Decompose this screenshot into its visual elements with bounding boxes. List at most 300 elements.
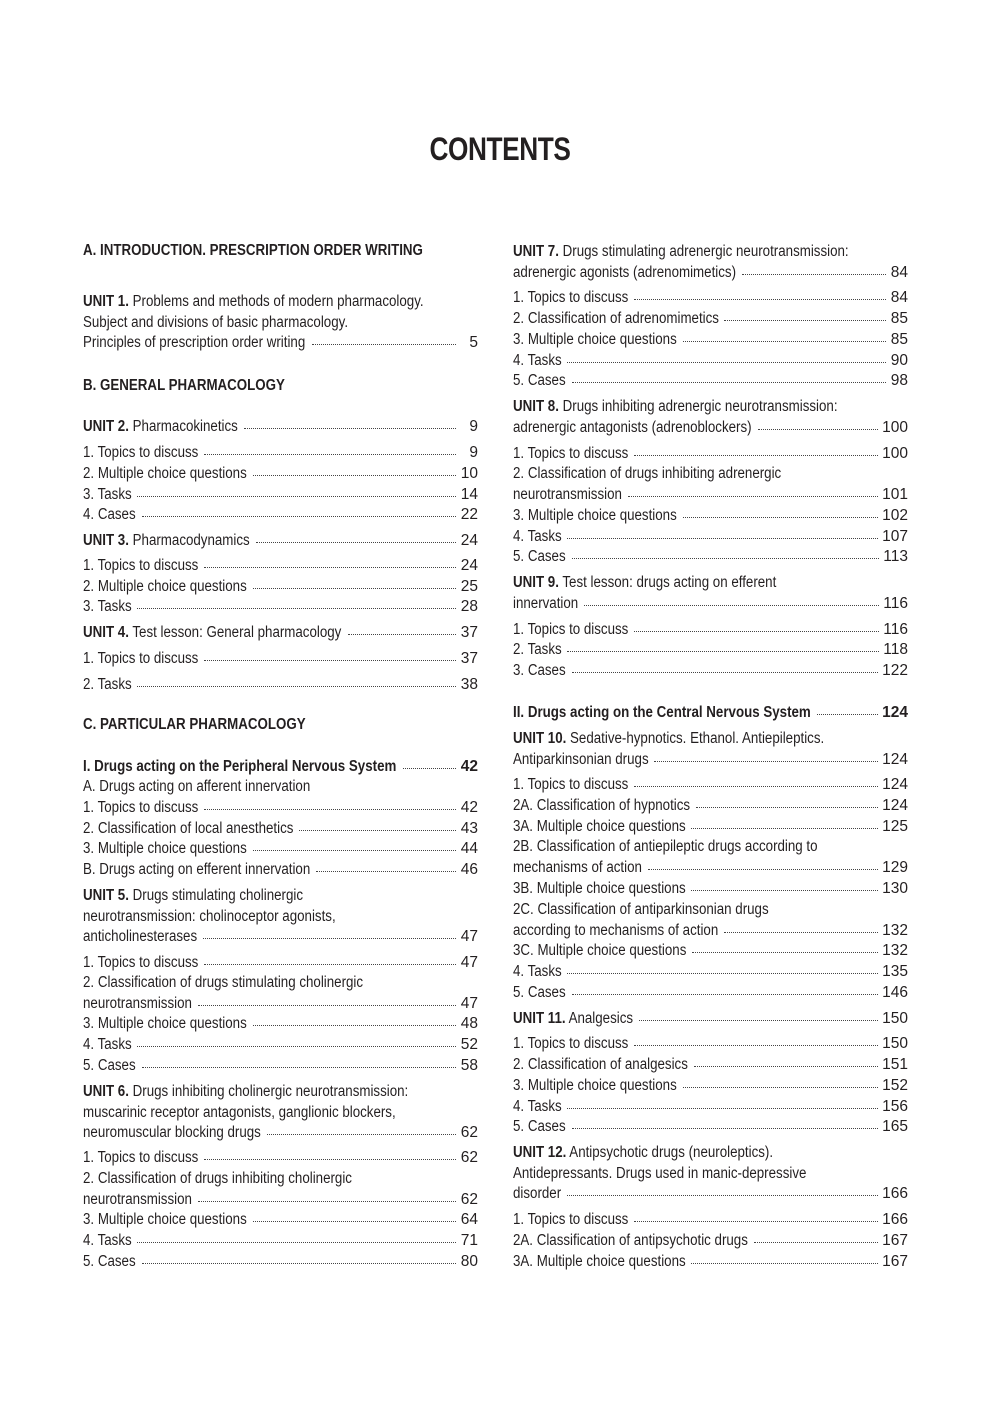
unit-label: UNIT 8. [513, 398, 559, 415]
dot-leader [253, 1210, 456, 1224]
toc-line [83, 313, 478, 333]
dot-leader [299, 819, 456, 833]
toc-entry[interactable] [83, 1035, 478, 1055]
unit-label: UNIT 1. [83, 293, 129, 310]
toc-entry-title: B. Drugs acting on efferent innervation [83, 861, 311, 878]
toc-entry[interactable] [513, 817, 908, 837]
page-number: 37 [460, 650, 478, 667]
toc-entry-title: 4. Tasks [513, 352, 562, 369]
toc-entry-title: 3A. Multiple choice questions [513, 818, 686, 835]
page-number: 25 [460, 578, 478, 595]
toc-entry[interactable] [513, 309, 908, 329]
page-number: 113 [883, 548, 908, 565]
page-number: 38 [460, 676, 478, 693]
page-number: 52 [460, 1036, 478, 1053]
toc-entry[interactable] [83, 597, 478, 617]
toc-entry-title: 5. Cases [513, 984, 566, 1001]
unit-label: UNIT 12. [513, 1144, 567, 1161]
toc-entry-title: 2. Classification of analgesics [513, 1056, 688, 1073]
page-number: 107 [882, 528, 908, 545]
dot-leader [683, 330, 886, 344]
toc-line-text [83, 623, 341, 643]
page-number: 150 [882, 1035, 908, 1052]
toc-title-text: Antidepressants. Drugs used in manic-depressive [513, 1164, 807, 1182]
toc-entry[interactable] [513, 330, 908, 350]
toc-entry[interactable] [83, 577, 478, 597]
toc-entry[interactable] [83, 819, 478, 839]
dot-leader [634, 620, 879, 634]
unit-label: UNIT 2. [83, 418, 129, 435]
toc-entry[interactable] [83, 953, 478, 973]
dot-leader [572, 661, 878, 675]
toc-line-text [83, 1169, 352, 1189]
unit-label: UNIT 11. [513, 1010, 566, 1027]
toc-entry-title: II. Drugs acting on the Central Nervous System [513, 704, 811, 721]
dot-leader [648, 858, 878, 872]
page-number: 146 [882, 984, 908, 1001]
toc-entry[interactable] [513, 941, 908, 961]
toc-entry[interactable] [513, 1076, 908, 1096]
page-number: 90 [890, 352, 908, 369]
toc-entry-title: 1. Topics to discuss [513, 621, 629, 638]
toc-entry-title: 4. Tasks [513, 528, 562, 545]
toc-title-text: muscarinic receptor antagonists, ganglionic blockers, [83, 1103, 396, 1121]
dot-leader [683, 506, 878, 520]
page-number: 47 [460, 928, 478, 946]
page-number: 71 [460, 1232, 478, 1249]
toc-part-entry[interactable] [83, 757, 478, 777]
toc-entry[interactable] [513, 879, 908, 899]
toc-line-text [513, 729, 824, 749]
toc-title-text: adrenergic agonists (adrenomimetics) [513, 263, 737, 281]
toc-title-text: neurotransmission: cholinoceptor agonists, [83, 907, 336, 925]
toc-line-text [83, 907, 336, 927]
dot-leader [754, 1231, 878, 1245]
toc-line [513, 263, 908, 283]
dot-leader [204, 953, 456, 967]
toc-entry[interactable] [513, 775, 908, 795]
dot-leader [691, 1252, 878, 1266]
section-heading [83, 715, 478, 735]
toc-title-text: according to mechanisms of action [513, 921, 719, 939]
toc-line [513, 242, 908, 262]
toc-entry[interactable] [83, 1252, 478, 1272]
page-number: 124 [882, 797, 908, 814]
unit-label: UNIT 7. [513, 243, 559, 260]
dot-leader [634, 444, 878, 458]
toc-entry[interactable] [513, 547, 908, 567]
toc-entry-title: 5. Cases [513, 372, 566, 389]
toc-entry[interactable] [513, 288, 908, 308]
dot-leader [683, 1076, 878, 1090]
toc-line [513, 921, 908, 941]
toc-title-text: Pharmacokinetics [132, 418, 238, 435]
toc-title-text: 2B. Classification of antiepileptic drugs according to [513, 838, 818, 855]
page-number: 62 [460, 1190, 478, 1208]
toc-line-text [83, 1103, 396, 1123]
toc-line [513, 485, 908, 505]
page-number: 9 [469, 444, 478, 461]
toc-title-text: neurotransmission [83, 1190, 192, 1208]
toc-entry-title: 2. Classification of adrenomimetics [513, 310, 719, 327]
toc-entry-title: 2. Tasks [513, 641, 562, 658]
toc-line-text [513, 900, 769, 920]
toc-title-text: Antiparkinsonian drugs [513, 750, 649, 768]
page-number: 124 [882, 704, 908, 721]
dot-leader [204, 1148, 456, 1162]
dot-leader [348, 623, 456, 637]
dot-leader [253, 839, 456, 853]
toc-entry[interactable] [83, 1210, 478, 1230]
toc-entry[interactable] [83, 675, 478, 695]
toc-entry-title: 1. Topics to discuss [513, 445, 629, 462]
toc-line [83, 1123, 478, 1143]
dot-leader [256, 531, 456, 545]
unit-label: UNIT 6. [83, 1083, 129, 1100]
dot-leader [567, 527, 878, 541]
page-number: 132 [882, 942, 908, 959]
toc-line [83, 994, 478, 1014]
page-number: 152 [882, 1077, 908, 1094]
page-number: 125 [882, 818, 908, 835]
toc-entry[interactable] [513, 1117, 908, 1137]
toc-entry-title: 4. Tasks [83, 1036, 132, 1053]
toc-entry[interactable] [513, 371, 908, 391]
page-number: 58 [460, 1057, 478, 1074]
toc-entry[interactable] [513, 1252, 908, 1272]
dot-leader [137, 1231, 456, 1245]
page-number: 167 [882, 1232, 908, 1249]
dot-leader [584, 594, 879, 608]
toc-line-text [513, 418, 752, 438]
toc-entry-title: 1. Topics to discuss [83, 1149, 199, 1166]
toc-entry[interactable] [513, 796, 908, 816]
page-number: 42 [460, 799, 478, 816]
dot-leader [691, 817, 878, 831]
section-heading [83, 241, 478, 261]
toc-title-text: 2. Classification of drugs inhibiting cholinergic [83, 1170, 352, 1187]
dot-leader [316, 860, 456, 874]
toc-subheading [83, 777, 478, 797]
toc-entry[interactable] [83, 464, 478, 484]
toc-entry-title: 3. Tasks [83, 598, 132, 615]
page-number: 47 [460, 954, 478, 971]
page-number: 101 [882, 485, 908, 503]
page-number: 44 [460, 840, 478, 857]
page-number: 135 [882, 963, 908, 980]
toc-entry-title: 4. Tasks [83, 1232, 132, 1249]
toc-entry[interactable] [83, 798, 478, 818]
page-number: 116 [883, 594, 908, 612]
dot-leader [634, 1210, 878, 1224]
toc-entry[interactable] [513, 1210, 908, 1230]
page-number: 85 [890, 331, 908, 348]
toc-entry[interactable] [83, 556, 478, 576]
dot-leader [742, 263, 886, 277]
toc-line [83, 1082, 478, 1102]
toc-line [513, 729, 908, 749]
dot-leader [572, 1117, 878, 1131]
toc-entry-title: 3. Multiple choice questions [83, 840, 247, 857]
page-number: 165 [882, 1118, 908, 1135]
toc-line-text [83, 1123, 261, 1143]
toc-line-text [513, 573, 776, 593]
page-number: 122 [882, 662, 908, 679]
toc-entry-title: 3A. Multiple choice questions [513, 1253, 686, 1270]
page-number: 24 [460, 557, 478, 574]
toc-entry-title: 3. Multiple choice questions [83, 1211, 247, 1228]
toc-line-text [83, 973, 363, 993]
toc-entry[interactable] [83, 485, 478, 505]
page-number: 130 [882, 880, 908, 897]
toc-line [513, 418, 908, 438]
toc-title-text: mechanisms of action [513, 858, 642, 876]
dot-leader [634, 775, 878, 789]
dot-leader [572, 547, 880, 561]
dot-leader [312, 333, 456, 347]
dot-leader [137, 675, 456, 689]
toc-line-text [83, 333, 305, 353]
toc-line-text [513, 858, 642, 878]
toc-line-text [513, 464, 781, 484]
toc-title-text: Drugs inhibiting cholinergic neurotransmission: [132, 1083, 409, 1100]
toc-line-text [83, 313, 348, 333]
toc-entry[interactable] [513, 351, 908, 371]
page-number: 28 [460, 598, 478, 615]
page-number: 47 [460, 994, 478, 1012]
dot-leader [634, 288, 886, 302]
toc-line-text [513, 485, 622, 505]
toc-entry-title: 2. Multiple choice questions [83, 578, 247, 595]
unit-label: UNIT 9. [513, 574, 559, 591]
toc-title-text: Analgesics [568, 1010, 634, 1027]
toc-title-text: innervation [513, 594, 579, 612]
page-number: 118 [883, 641, 908, 658]
toc-entry-title: 1. Topics to discuss [513, 1211, 629, 1228]
toc-entry[interactable] [83, 505, 478, 525]
page-number: 150 [882, 1010, 908, 1027]
toc-entry[interactable] [83, 1056, 478, 1076]
toc-entry-title: 4. Tasks [513, 1098, 562, 1115]
toc-line-text [513, 1009, 633, 1029]
toc-entry-title: 1. Topics to discuss [83, 954, 199, 971]
toc-line [83, 1169, 478, 1189]
toc-entry-title: 2A. Classification of antipsychotic drugs [513, 1232, 748, 1249]
toc-line-text [513, 397, 838, 417]
toc-entry-title: 3. Multiple choice questions [83, 1015, 247, 1032]
dot-leader [137, 597, 456, 611]
toc-title-text: 2. Classification of drugs stimulating cholinergic [83, 974, 364, 991]
page-number: 98 [890, 372, 908, 389]
dot-leader [137, 485, 456, 499]
toc-entry[interactable] [513, 444, 908, 464]
toc-entry[interactable] [83, 1148, 478, 1168]
toc-title-text: Drugs stimulating cholinergic [132, 887, 304, 904]
dot-leader [137, 1035, 456, 1049]
toc-entry[interactable] [83, 839, 478, 859]
page-number: 116 [883, 621, 908, 638]
page-number: 14 [460, 486, 478, 503]
page-number: 151 [882, 1056, 908, 1073]
toc-line [513, 397, 908, 417]
toc-line-text [83, 417, 238, 437]
toc-line-text [83, 927, 197, 947]
toc-title-text: Subject and divisions of basic pharmacology. [83, 313, 349, 331]
toc-title-text: 2C. Classification of antiparkinsonian drugs [513, 901, 769, 918]
toc-entry-title: 2. Classification of local anesthetics [83, 820, 294, 837]
dot-leader [204, 556, 456, 570]
toc-title-text: anticholinesterases [83, 928, 198, 946]
dot-leader [253, 1014, 456, 1028]
toc-line-text [513, 242, 849, 262]
toc-entry-title: 5. Cases [83, 1253, 136, 1270]
toc-entry[interactable] [513, 620, 908, 640]
toc-entry-title: 3C. Multiple choice questions [513, 942, 687, 959]
toc-line [83, 927, 478, 947]
page-number: 5 [469, 334, 478, 352]
page-title: CONTENTS [429, 131, 571, 167]
dot-leader [634, 1034, 878, 1048]
toc-title-text: neuromuscular blocking drugs [83, 1124, 261, 1142]
page-number: 42 [460, 758, 478, 775]
toc-line-text [513, 263, 736, 283]
toc-entry[interactable] [83, 860, 478, 880]
page-number: 46 [460, 861, 478, 878]
dot-leader [204, 443, 456, 457]
unit-label: UNIT 10. [513, 730, 567, 747]
dot-leader [572, 983, 878, 997]
toc-title-text: Problems and methods of modern pharmacology. [132, 293, 424, 310]
toc-line-text [513, 1164, 806, 1184]
section-heading-text: B. GENERAL PHARMACOLOGY [83, 377, 285, 394]
dot-leader [696, 796, 878, 810]
toc-entry[interactable] [513, 661, 908, 681]
toc-title-text: Drugs stimulating adrenergic neurotransmission: [562, 243, 849, 260]
page-number: 48 [460, 1015, 478, 1032]
toc-entry-title: 1. Topics to discuss [513, 1035, 629, 1052]
toc-entry-title: 5. Cases [513, 548, 566, 565]
toc-title-text: Pharmacodynamics [132, 532, 250, 549]
page-number: 84 [890, 289, 908, 306]
toc-entry[interactable] [513, 962, 908, 982]
page-number: 85 [890, 310, 908, 327]
toc-line-text [513, 837, 818, 857]
toc-entry-title: 3. Tasks [83, 486, 132, 503]
toc-entry-title: 2. Tasks [83, 676, 132, 693]
toc-entry-title: 3. Multiple choice questions [513, 507, 677, 524]
dot-leader [724, 309, 886, 323]
page-number: 100 [882, 445, 908, 462]
toc-line [83, 1190, 478, 1210]
toc-line [513, 750, 908, 770]
toc-line [83, 886, 478, 906]
dot-leader [142, 1056, 456, 1070]
toc-entry-title: I. Drugs acting on the Peripheral Nervous System [83, 758, 397, 775]
section-heading-text: A. INTRODUCTION. PRESCRIPTION ORDER WRITING [83, 242, 423, 259]
toc-title-text: Test lesson: General pharmacology [132, 624, 342, 641]
toc-entry-title: 2A. Classification of hypnotics [513, 797, 691, 814]
toc-line-text [513, 921, 718, 941]
page-number: 80 [460, 1253, 478, 1270]
toc-title-text: adrenergic antagonists (adrenoblockers) [513, 418, 752, 436]
toc-title-text: neurotransmission [513, 485, 622, 503]
toc-entry-title: 1. Topics to discuss [83, 650, 199, 667]
dot-leader [142, 1252, 456, 1266]
dot-leader [639, 1009, 878, 1023]
toc-entry[interactable] [513, 1231, 908, 1251]
page-number: 10 [460, 465, 478, 482]
section-heading [83, 376, 478, 396]
toc-line-text [513, 1184, 561, 1204]
dot-leader [253, 464, 456, 478]
dot-leader [692, 941, 878, 955]
toc-line [513, 1164, 908, 1184]
toc-entry[interactable] [513, 1034, 908, 1054]
toc-entry-title: 1. Topics to discuss [83, 799, 199, 816]
dot-leader [724, 921, 878, 935]
page-number: 37 [460, 624, 478, 641]
toc-title-text: disorder [513, 1185, 562, 1203]
page-number: 132 [882, 921, 908, 939]
dot-leader [142, 505, 456, 519]
toc-entry-title: 3B. Multiple choice questions [513, 880, 686, 897]
page-number: 129 [882, 858, 908, 876]
dot-leader [244, 417, 456, 431]
toc-line-text [83, 994, 192, 1014]
toc-entry[interactable] [513, 640, 908, 660]
toc-part-entry[interactable] [513, 703, 908, 723]
toc-line [83, 417, 478, 437]
toc-line [513, 1143, 908, 1163]
toc-line [83, 292, 478, 312]
toc-entry-title: 3. Multiple choice questions [513, 1077, 677, 1094]
dot-leader [572, 371, 886, 385]
section-heading-text: C. PARTICULAR PHARMACOLOGY [83, 716, 306, 733]
toc-entry[interactable] [513, 983, 908, 1003]
toc-entry-title: 2. Multiple choice questions [83, 465, 247, 482]
toc-line [83, 333, 478, 353]
dot-leader [267, 1123, 456, 1137]
page-number: 100 [882, 418, 908, 436]
toc-entry[interactable] [513, 527, 908, 547]
dot-leader [628, 485, 879, 499]
dot-leader [567, 351, 886, 365]
toc-line-text [83, 531, 250, 551]
toc-line [83, 623, 478, 643]
dot-leader [694, 1055, 878, 1069]
toc-entry[interactable] [83, 1014, 478, 1034]
toc-subheading-text: A. Drugs acting on afferent innervation [83, 778, 311, 795]
page-number: 124 [882, 750, 908, 768]
toc-title-text: Test lesson: drugs acting on efferent [562, 574, 777, 591]
toc-line-text [83, 1082, 408, 1102]
toc-entry-title: 5. Cases [513, 1118, 566, 1135]
toc-entry[interactable] [83, 443, 478, 463]
toc-line [513, 858, 908, 878]
page-number: 156 [882, 1098, 908, 1115]
page-number: 62 [460, 1149, 478, 1166]
toc-entry[interactable] [513, 506, 908, 526]
dot-leader [204, 649, 456, 663]
page-number: 64 [460, 1211, 478, 1228]
toc-entry[interactable] [513, 1055, 908, 1075]
toc-line-text [513, 750, 649, 770]
toc-entry[interactable] [513, 1097, 908, 1117]
toc-entry[interactable] [83, 649, 478, 669]
toc-entry[interactable] [83, 1231, 478, 1251]
toc-entry-title: 3. Cases [513, 662, 566, 679]
dot-leader [403, 757, 456, 771]
